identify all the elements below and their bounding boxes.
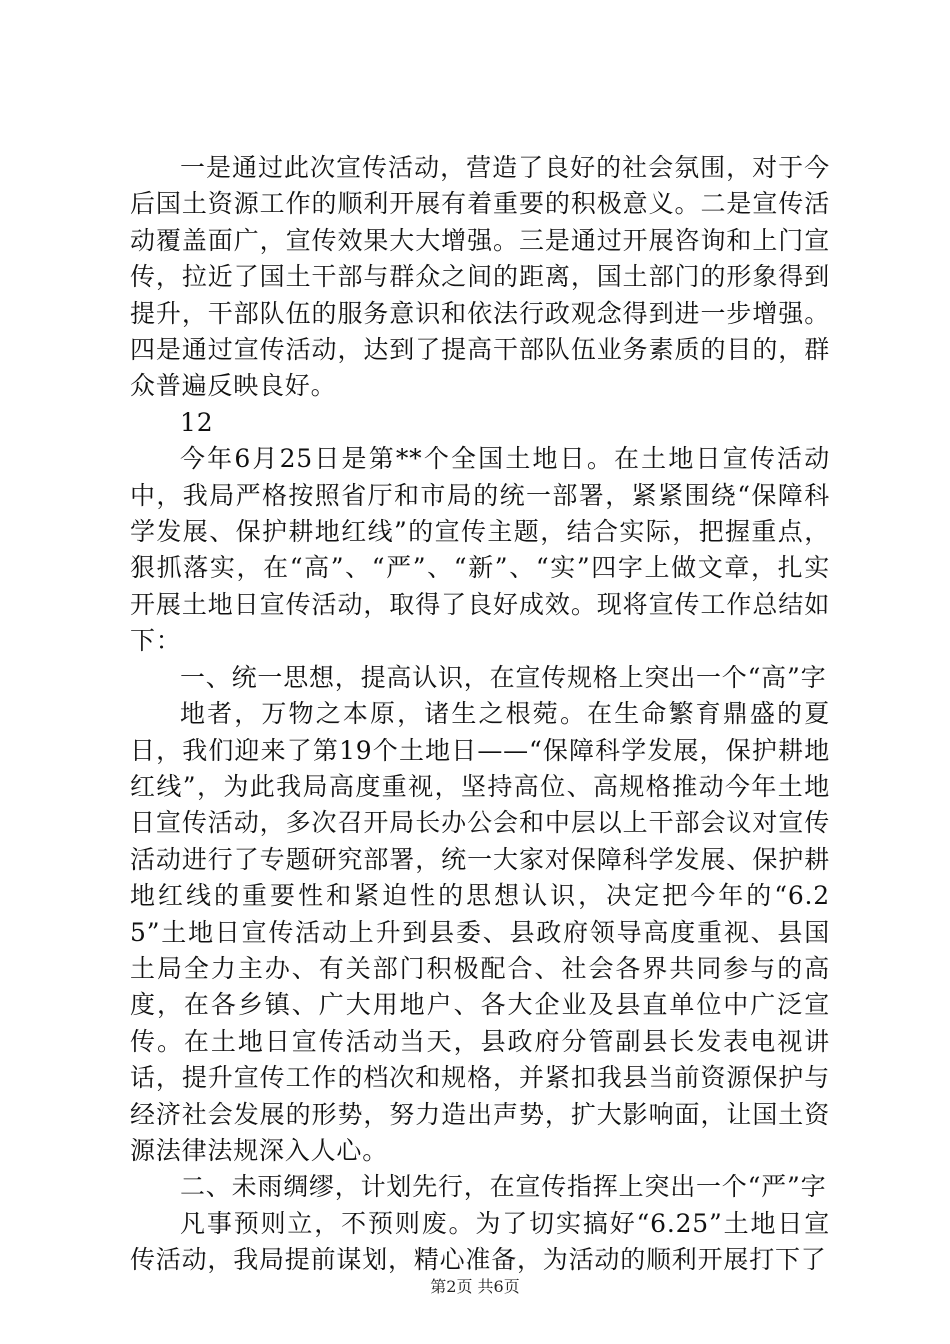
section-heading-1: 一、统一思想，提高认识，在宣传规格上突出一个“高”字: [180, 662, 827, 692]
paragraph-section-2: 凡事预则立，不预则废。为了切实搞好“6.25”土地日宣传活动，我局提前谋划，精心准备，为活动的顺利开展打下了: [130, 1208, 830, 1275]
document-body: [130, 150, 830, 1279]
section-heading-2: 二、未雨绸缪，计划先行，在宣传指挥上突出一个“严”字: [180, 1172, 827, 1202]
paragraph-outcomes: 一是通过此次宣传活动，营造了良好的社会氛围，对于今后国土资源工作的顺利开展有着重要的积极意义。二是宣传活动覆盖面广，宣传效果大大增强。三是通过开展咨询和上门宣传，拉近了国土干部与群众之间的距离，国土部门的形象得到提升，干部队伍的服务意识和依法行政观念得到进一步增强。四是通过宣传活动，达到了提高干部队伍业务素质的目的，群众普遍反映良好。: [130, 153, 830, 401]
paragraph-intro: 今年6月25日是第**个全国土地日。在土地日宣传活动中，我局严格按照省厅和市局的统一部署，紧紧围绕“保障科学发展、保护耕地红线”的宣传主题，结合实际，把握重点，狠抓落实，在“高”、“严”、“新”、“实”四字上做文章，扎实开展土地日宣传活动，取得了良好成效。现将宣传工作总结如下：: [130, 444, 830, 656]
paragraph-section-1: 地者，万物之本原，诸生之根菀。在生命繁育鼎盛的夏日，我们迎来了第19个土地日——“保障科学发展，保护耕地红线”，为此我局高度重视，坚持高位、高规格推动今年土地日宣传活动，多次召开局长办公会和中层以上干部会议对宣传活动进行了专题研究部署，统一大家对保障科学发展、保护耕地红线的重要性和紧迫性的思想认识，决定把今年的“6.25”土地日宣传活动上升到县委、县政府领导高度重视、县国土局全力主办、有关部门积极配合、社会各界共同参与的高度，在各乡镇、广大用地户、各大企业及县直单位中广泛宣传。在土地日宣传活动当天，县政府分管副县长发表电视讲话，提升宣传工作的档次和规格，并紧扣我县当前资源保护与经济社会发展的形势，努力造出声势，扩大影响面，让国土资源法律法规深入人心。: [130, 699, 830, 1165]
page-footer: 第2页 共6页: [430, 1277, 520, 1296]
paragraph-number: 12: [180, 407, 214, 437]
